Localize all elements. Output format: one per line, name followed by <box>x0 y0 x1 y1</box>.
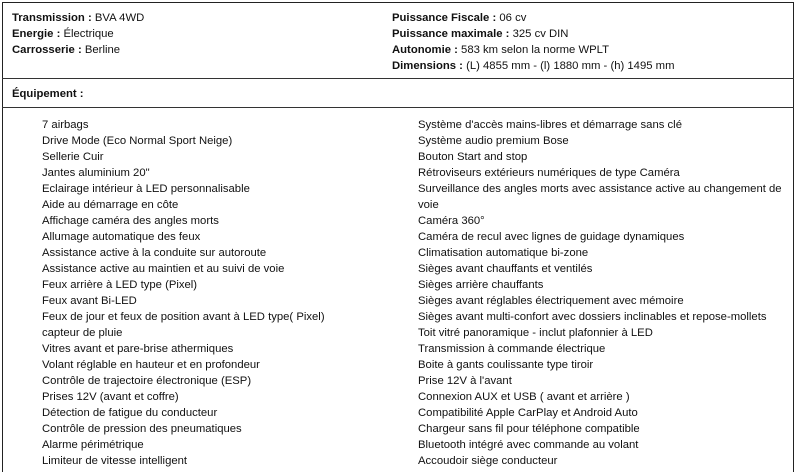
equipment-item: Allumage automatique des feux <box>42 231 201 243</box>
equipment-item: Limiteur de vitesse intelligent <box>42 455 188 467</box>
spec-value: Berline <box>84 44 121 56</box>
equipment-title: Équipement : <box>12 88 84 100</box>
spec-puissance-maximale: Puissance maximale : 325 cv DIN <box>392 28 569 40</box>
spec-value: 583 km selon la norme WPLT <box>461 44 610 56</box>
equipment-item: Sièges avant chauffants et ventilés <box>418 263 593 275</box>
spec-carrosserie: Carrosserie : Berline <box>12 44 121 56</box>
spec-value: BVA 4WD <box>94 12 145 24</box>
divider-top <box>2 78 794 79</box>
equipment-item: Eclairage intérieur à LED personnalisable <box>42 183 250 195</box>
equipment-item: Surveillance des angles morts avec assistance active au changement de voie <box>418 183 782 211</box>
specs-right-column <box>392 10 675 74</box>
equipment-item: Boite à gants coulissante type tiroir <box>418 359 594 371</box>
spec-value: Électrique <box>63 28 114 40</box>
equipment-item: Sellerie Cuir <box>42 151 104 163</box>
equipment-item: Compatibilité Apple CarPlay et Android Auto <box>418 407 638 419</box>
equipment-item: Accoudoir siège conducteur <box>418 455 558 467</box>
equipment-item: 7 airbags <box>42 119 89 131</box>
equipment-item: Vitres avant et pare-brise athermiques <box>42 343 234 355</box>
spec-energie: Energie : Électrique <box>12 28 114 40</box>
equipment-item: Volant réglable en hauteur et en profondeur <box>42 359 260 371</box>
spec-transmission: Transmission : BVA 4WD <box>12 12 145 24</box>
equipment-item: Climatisation automatique bi-zone <box>418 247 589 259</box>
equipment-item: Toit vitré panoramique - inclut plafonnier à LED <box>418 327 653 339</box>
equipment-item: Sièges avant multi-confort avec dossiers inclinables et repose-mollets <box>418 311 767 323</box>
equipment-item: Sièges avant réglables électriquement avec mémoire <box>418 295 684 307</box>
equipment-item: Transmission à commande électrique <box>418 343 606 355</box>
equipment-item: Feux de jour et feux de position avant à LED type( Pixel) <box>42 311 325 323</box>
equipment-item: Feux arrière à LED type (Pixel) <box>42 279 198 291</box>
equipment-list-left <box>42 117 392 469</box>
equipment-item: Bouton Start and stop <box>418 151 528 163</box>
spec-value: 06 cv <box>499 12 527 24</box>
equipment-item: Système audio premium Bose <box>418 135 569 147</box>
equipment-item: Connexion AUX et USB ( avant et arrière ) <box>418 391 630 403</box>
spec-label: Carrosserie <box>12 44 75 56</box>
spec-dimensions: Dimensions : (L) 4855 mm - (l) 1880 mm - (h) 1495 mm <box>392 60 675 72</box>
spec-value: (L) 4855 mm - (l) 1880 mm - (h) 1495 mm <box>466 60 675 72</box>
equipment-item: Système d'accès mains-libres et démarrage sans clé <box>418 119 682 131</box>
spec-autonomie: Autonomie : 583 km selon la norme WPLT <box>392 44 610 56</box>
equipment-item: Aide au démarrage en côte <box>42 199 179 211</box>
spec-value: 325 cv DIN <box>512 28 569 40</box>
spec-puissance-fiscale: Puissance Fiscale : 06 cv <box>392 12 527 24</box>
equipment-item: Rétroviseurs extérieurs numériques de type Caméra <box>418 167 680 179</box>
spec-label: Puissance Fiscale <box>392 12 490 24</box>
divider-bottom <box>2 107 794 108</box>
equipment-item: Détection de fatigue du conducteur <box>42 407 218 419</box>
equipment-item: Affichage caméra des angles morts <box>42 215 219 227</box>
equipment-item: Assistance active à la conduite sur autoroute <box>42 247 267 259</box>
equipment-item: Assistance active au maintien et au suivi de voie <box>42 263 285 275</box>
equipment-item: Feux avant Bi-LED <box>42 295 137 307</box>
equipment-item: Caméra de recul avec lignes de guidage dynamiques <box>418 231 685 243</box>
spec-label: Transmission <box>12 12 85 24</box>
specs-left-column <box>12 10 144 58</box>
equipment-item: Chargeur sans fil pour téléphone compatible <box>418 423 640 435</box>
equipment-item: Jantes aluminium 20" <box>42 167 150 179</box>
equipment-item: capteur de pluie <box>42 327 123 339</box>
spec-label: Autonomie <box>392 44 451 56</box>
equipment-item: Alarme périmétrique <box>42 439 144 451</box>
equipment-item: Prises 12V (avant et coffre) <box>42 391 179 403</box>
equipment-item: Contrôle de trajectoire électronique (ESP) <box>42 375 252 387</box>
spec-label: Dimensions <box>392 60 457 72</box>
equipment-item: Sièges arrière chauffants <box>418 279 544 291</box>
equipment-item: Caméra 360° <box>418 215 485 227</box>
equipment-item: Drive Mode (Eco Normal Sport Neige) <box>42 135 233 147</box>
equipment-item: Bluetooth intégré avec commande au volant <box>418 439 639 451</box>
equipment-list-right <box>418 117 790 469</box>
spec-label: Puissance maximale <box>392 28 503 40</box>
spec-label: Energie <box>12 28 54 40</box>
equipment-item: Prise 12V à l'avant <box>418 375 512 387</box>
equipment-item: Contrôle de pression des pneumatiques <box>42 423 242 435</box>
